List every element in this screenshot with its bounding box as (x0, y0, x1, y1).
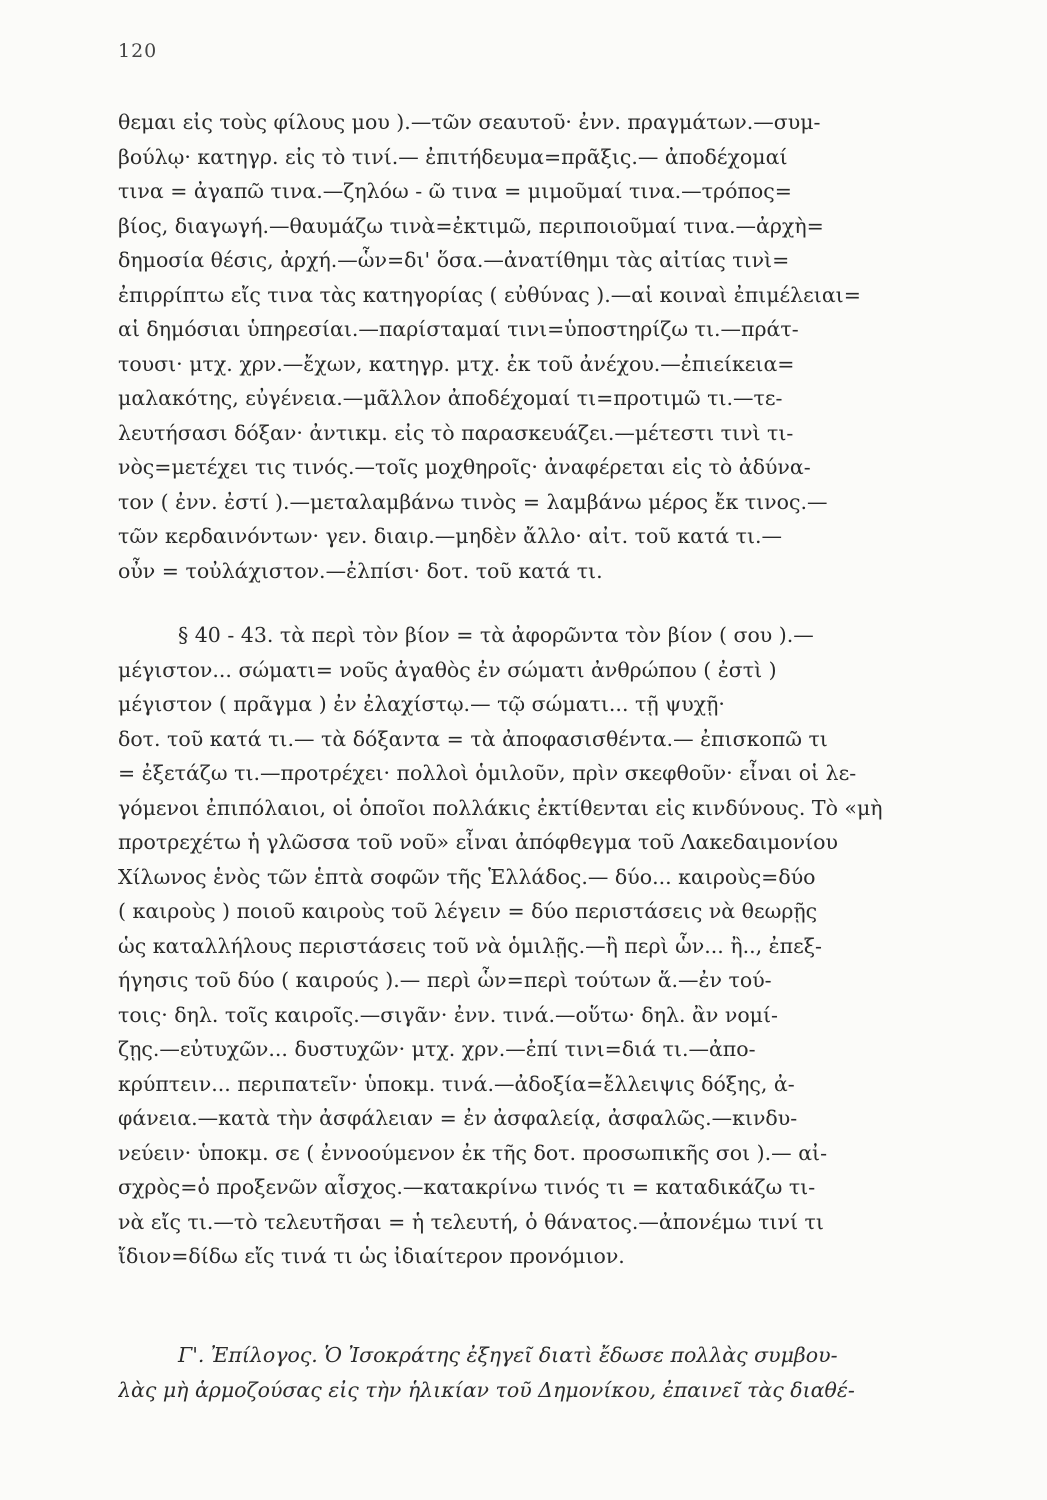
text-line: § 40 - 43. τὰ περὶ τὸν βίον = τὰ ἀφορῶντα τὸν βίον ( σου ).— (178, 623, 814, 647)
page-number: 120 (118, 40, 158, 62)
text-line: δοτ. τοῦ κατά τι.— τὰ δόξαντα = τὰ ἀποφασισθέντα.— ἐπισκοπῶ τι (118, 726, 828, 751)
text-line: βίος, διαγωγή.—θαυμάζω τινὰ=ἐκτιμῶ, περιποιοῦμαί τινα.—ἀρχὴ= (118, 213, 824, 238)
text-line: λευτήσασι δόξαν· ἀντικμ. εἰς τὸ παρασκευάζει.—μέτεστι τινὶ τι- (118, 420, 794, 445)
text-line: ήγησις τοῦ δύο ( καιρούς ).— περὶ ὧν=περὶ τούτων ἅ.—ἐν τού- (118, 968, 772, 992)
text-line: Γ'. Ἐπίλογος. Ὁ Ἰσοκράτης ἐξηγεῖ διατὶ ἔδωσε πολλὰς συμβου- (178, 1343, 838, 1367)
text-line: φάνεια.—κατὰ τὴν ἀσφάλειαν = ἐν ἀσφαλείᾳ, ἀσφαλῶς.—κινδυ- (118, 1106, 798, 1130)
text-line: νὰ εἴς τι.—τὸ τελευτῆσαι = ἡ τελευτή, ὁ θάνατος.—ἀπονέμω τινί τι (118, 1209, 824, 1234)
text-line: δημοσία θέσις, ἀρχή.—ὧν=δι' ὅσα.—ἀνατίθημι τὰς αἰτίας τινὶ= (118, 248, 790, 272)
text-line: σχρὸς=ὁ προξενῶν αἶσχος.—κατακρίνω τινός τι = καταδικάζω τι- (118, 1175, 816, 1199)
text-line: ἐπιρρίπτω εἴς τινα τὰς κατηγορίας ( εὐθύνας ).—αἱ κοιναὶ ἐπιμέλειαι= (118, 282, 861, 307)
text-line: τῶν κερδαινόντων· γεν. διαιρ.—μηδὲν ἄλλο· αἰτ. τοῦ κατά τι.— (118, 524, 783, 548)
text-line: μέγιστον ( πρᾶγμα ) ἐν ἐλαχίστῳ.— τῷ σώματι... τῇ ψυχῇ· (118, 692, 725, 716)
text-line: ἴδιον=δίδω εἴς τινά τι ὡς ἰδιαίτερον προνόμιον. (118, 1244, 625, 1268)
text-line: νεύειν· ὑποκμ. σε ( ἐννοούμενον ἐκ τῆς δοτ. προσωπικῆς σοι ).— αἰ- (118, 1140, 828, 1165)
text-line: ὡς καταλλήλους περιστάσεις τοῦ νὰ ὁμιλῇς.—ἢ περὶ ὧν... ἢ.., ἐπεξ- (118, 933, 822, 958)
text-line: βούλῳ· κατηγρ. εἰς τὸ τινί.— ἐπιτήδευμα=πρᾶξις.— ἀποδέχομαί (118, 144, 788, 169)
text-line: αἱ δημόσιαι ὑπηρεσίαι.—παρίσταμαί τινι=ὑποστηρίζω τι.—πράτ- (118, 317, 799, 341)
text-line: οὖν = τοὐλάχιστον.—ἐλπίσι· δοτ. τοῦ κατά τι. (118, 558, 603, 583)
text-line: τινα = ἀγαπῶ τινα.—ζηλόω - ῶ τινα = μιμοῦμαί τινα.—τρόπος= (118, 179, 792, 203)
commentary-paragraph-1 (118, 105, 976, 588)
text-line: γόμενοι ἐπιπόλαιοι, οἱ ὁποῖοι πολλάκις ἐκτίθενται εἰς κινδύνους. Τὸ «μὴ (118, 795, 883, 820)
text-line: θεμαι εἰς τοὺς φίλους μου ).—τῶν σεαυτοῦ· ἐνν. πραγμάτων.—συμ- (118, 110, 821, 134)
epilogue-paragraph (118, 1338, 976, 1407)
text-line: = ἐξετάζω τι.—προτρέχει· πολλοὶ ὁμιλοῦν, πρὶν σκεφθοῦν· εἶναι οἱ λε- (118, 761, 857, 785)
text-line: λὰς μὴ ἁρμοζούσας εἰς τὴν ἡλικίαν τοῦ Δημονίκου, ἐπαινεῖ τὰς διαθέ- (118, 1377, 855, 1402)
commentary-paragraph-2 (118, 618, 976, 1274)
text-line: τοις· δηλ. τοῖς καιροῖς.—σιγᾶν· ἐνν. τινά.—οὕτω· δηλ. ἂν νομί- (118, 1002, 778, 1027)
epilogue-first-line (118, 1338, 976, 1373)
text-line: μαλακότης, εὐγένεια.—μᾶλλον ἀποδέχομαί τι=προτιμῶ τι.—τε- (118, 386, 783, 410)
text-line: κρύπτειν... περιπατεῖν· ὑποκμ. τινά.—ἀδοξία=ἔλλειψις δόξης, ἀ- (118, 1071, 795, 1096)
text-line: ζῃς.—εὐτυχῶν... δυστυχῶν· μτχ. χρν.—ἐπί τινι=διά τι.—ἀπο- (118, 1037, 756, 1061)
text-line: προτρεχέτω ἡ γλῶσσα τοῦ νοῦ» εἶναι ἀπόφθεγμα τοῦ Λακεδαιμονίου (118, 830, 838, 854)
text-line: ( καιροὺς ) ποιοῦ καιροὺς τοῦ λέγειν = δύο περιστάσεις νὰ θεωρῇς (118, 899, 818, 923)
section-heading-line (118, 618, 976, 653)
text-line: τον ( ἐνν. ἐστί ).—μεταλαμβάνω τινὸς = λαμβάνω μέρος ἔκ τινος.— (118, 489, 828, 514)
text-line: νὸς=μετέχει τις τινός.—τοῖς μοχθηροῖς· ἀναφέρεται εἰς τὸ ἀδύνα- (118, 455, 811, 479)
text-line: τουσι· μτχ. χρν.—ἔχων, κατηγρ. μτχ. ἐκ τοῦ ἀνέχου.—ἐπιείκεια= (118, 351, 795, 376)
text-line: Χίλωνος ἑνὸς τῶν ἑπτὰ σοφῶν τῆς Ἑλλάδος.— δύο... καιροὺς=δύο (118, 864, 816, 889)
text-line: μέγιστον... σώματι= νοῦς ἀγαθὸς ἐν σώματι ἀνθρώπου ( ἐστὶ ) (118, 657, 777, 682)
